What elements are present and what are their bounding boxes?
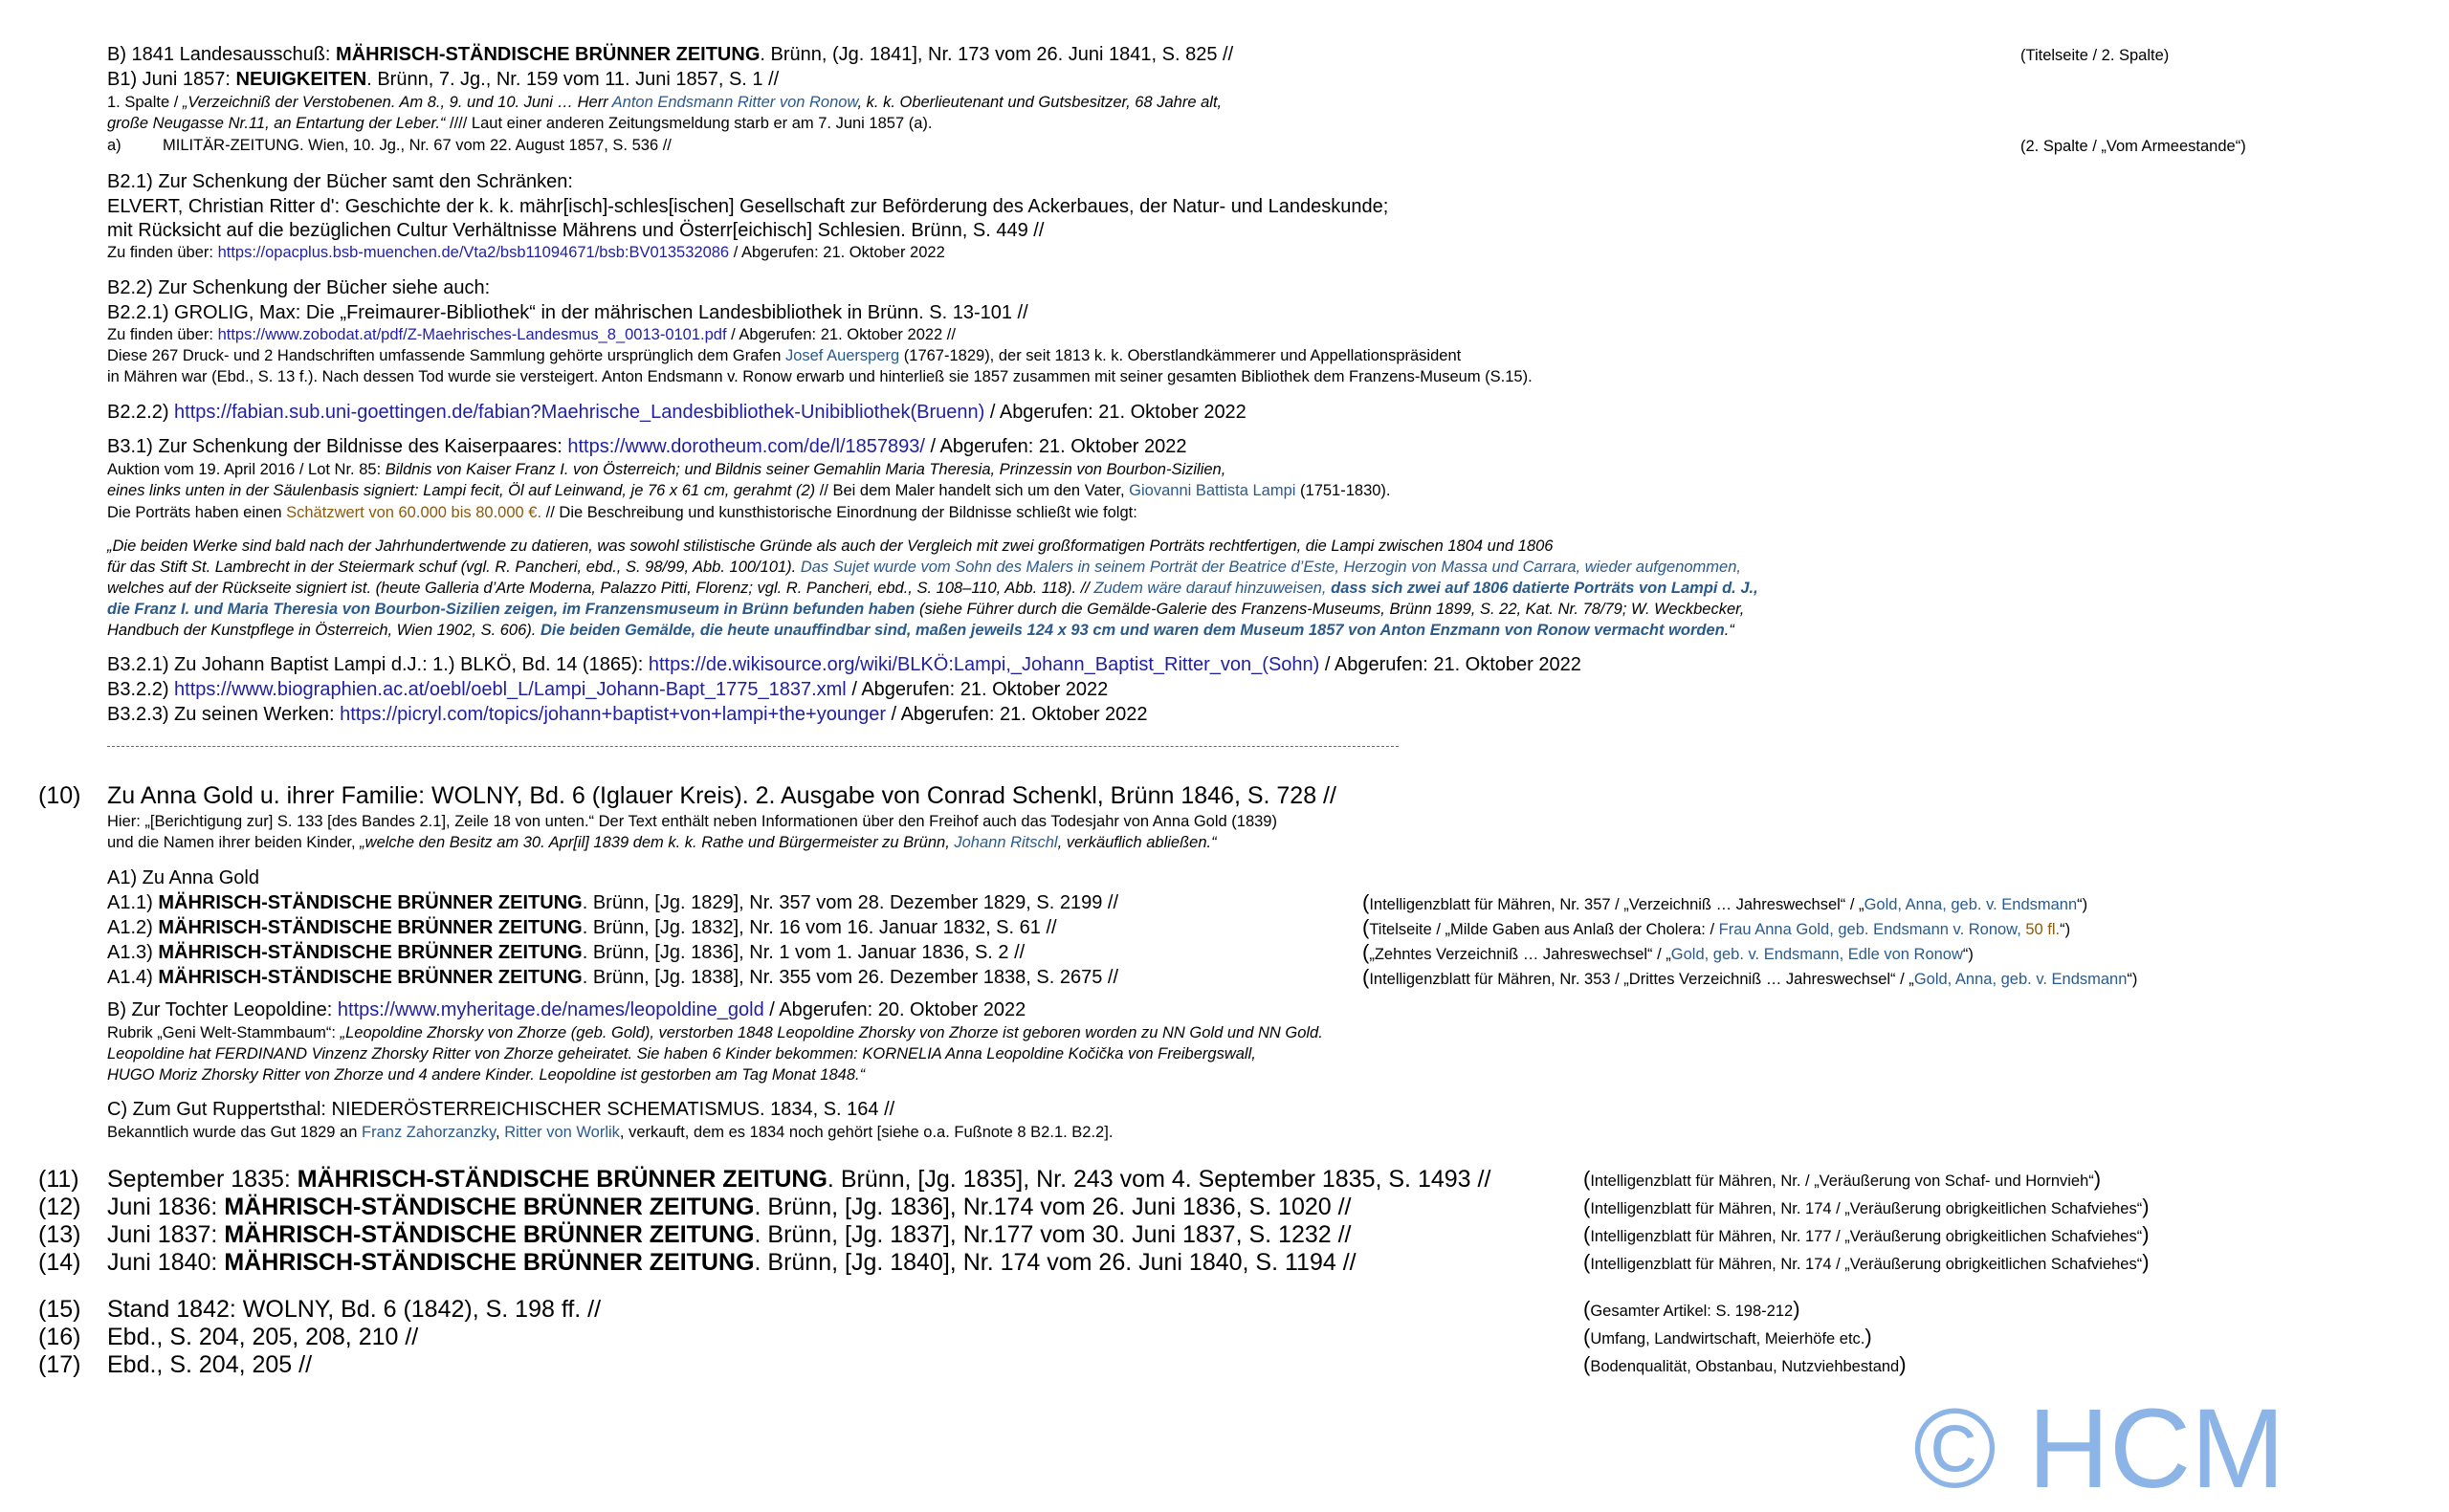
b1-detail-2: große Neugasse Nr.11, an Entartung der Leber.“ //// Laut einer anderen Zeitungsmeldung starb er am 7. Juni 1857 (a).: [107, 115, 933, 132]
fn10-c-title: C) Zum Gut Ruppertsthal: NIEDERÖSTERREICHISCHER SCHEMATISMUS. 1834, S. 164 //: [107, 1099, 895, 1120]
fn10-a1-title: A1) Zu Anna Gold: [107, 867, 259, 888]
section-divider: [107, 746, 1399, 747]
b21-link[interactable]: https://opacplus.bsb-muenchen.de/Vta2/bsb11094671/bsb:BV013532086: [217, 244, 730, 261]
footnote-note: (Intelligenzblatt für Mähren, Nr. 174 / „Veräußerung obrigkeitlichen Schafviehes“): [1583, 1194, 2150, 1218]
footnote-text: September 1835: MÄHRISCH-STÄNDISCHE BRÜNNER ZEITUNG. Brünn, [Jg. 1835], Nr. 243 vom 4. September 1835, S. 1493 //: [107, 1166, 1491, 1193]
footnote-text: Juni 1837: MÄHRISCH-STÄNDISCHE BRÜNNER ZEITUNG. Brünn, [Jg. 1837], Nr.177 vom 30. Juni 1837, S. 1232 //: [107, 1221, 1352, 1248]
b222-link[interactable]: https://fabian.sub.uni-goettingen.de/fabian?Maehrische_Landesbibliothek-Unibibliothek(Bruenn): [174, 402, 985, 423]
fn10-a-item: A1.4) MÄHRISCH-STÄNDISCHE BRÜNNER ZEITUNG. Brünn, [Jg. 1838], Nr. 355 vom 26. Dezember 1838, S. 2675 //: [107, 967, 1119, 988]
fn10-b-detail-2: Leopoldine hat FERDINAND Vinzenz Zhorsky Ritter von Zhorze geheiratet. Sie haben 6 Kinder bekommen: KORNELIA Anna Leopoldine Kočička von Freibergswall,: [107, 1045, 1256, 1063]
footnote-note: (Intelligenzblatt für Mähren, Nr. 177 / „Veräußerung obrigkeitlichen Schafviehes“): [1583, 1222, 2150, 1246]
b323-line: B3.2.3) Zu seinen Werken: https://picryl.com/topics/johann+baptist+von+lampi+the+younger / Abgerufen: 21. Oktober 2022: [107, 704, 1148, 725]
footnote-number: (13): [38, 1221, 81, 1248]
b31-quote-2: für das Stift St. Lambrecht in der Steiermark schuf (vgl. R. Pancheri, ebd., S. 98/99, Abb. 100/101). Das Sujet wurde vom Sohn des Malers in seinem Porträt der Beatrice d’Este, Herzogin von Massa und Carrara, wieder aufgenommen,: [107, 559, 1741, 576]
b21-title: B2.1) Zur Schenkung der Bücher samt den Schränken:: [107, 171, 573, 192]
footnote-note: (Bodenqualität, Obstanbau, Nutzviehbestand): [1583, 1352, 1907, 1376]
footnote-number: (14): [38, 1249, 81, 1276]
b321-line: B3.2.1) Zu Johann Baptist Lampi d.J.: 1.) BLKÖ, Bd. 14 (1865): https://de.wikisource.org/wiki/BLKÖ:Lampi,_Johann_Baptist_Ritter_von_(Sohn) / Abgerufen: 21. Oktober 2022: [107, 654, 1581, 675]
fn10-a-item: A1.3) MÄHRISCH-STÄNDISCHE BRÜNNER ZEITUNG. Brünn, [Jg. 1836], Nr. 1 vom 1. Januar 1836, S. 2 //: [107, 942, 1026, 963]
b31-quote-5: Handbuch der Kunstpflege in Österreich, Wien 1902, S. 606). Die beiden Gemälde, die heute unauffindbar sind, maßen jeweils 124 x 93 cm und waren dem Museum 1857 von Anton Enzmann von Ronow vermacht worden.“: [107, 622, 1734, 639]
b221-detail-1: Diese 267 Druck- und 2 Handschriften umfassende Sammlung gehörte ursprünglich dem Grafen Josef Auersperg (1767-1829), der seit 1813 k. k. Oberstlandkämmerer und Appellationspräsident: [107, 347, 1462, 364]
footnote-number: (11): [38, 1166, 79, 1193]
b321-link[interactable]: https://de.wikisource.org/wiki/BLKÖ:Lampi,_Johann_Baptist_Ritter_von_(Sohn): [648, 654, 1320, 675]
footnote-note: (Intelligenzblatt für Mähren, Nr. 174 / „Veräußerung obrigkeitlichen Schafviehes“): [1583, 1250, 2150, 1274]
fn10-b-link[interactable]: https://www.myheritage.de/names/leopoldine_gold: [337, 999, 764, 1020]
footnote-number: (15): [38, 1296, 81, 1323]
fn10-a-item: A1.2) MÄHRISCH-STÄNDISCHE BRÜNNER ZEITUNG. Brünn, [Jg. 1832], Nr. 16 vom 16. Januar 1832, S. 61 //: [107, 917, 1057, 938]
fn10-c-detail: Bekanntlich wurde das Gut 1829 an Franz Zahorzanzky, Ritter von Worlik, verkauft, dem es 1834 noch gehört [siehe o.a. Fußnote 8 B2.1. B2.2].: [107, 1124, 1114, 1141]
b1-footnote-a-text: MILITÄR-ZEITUNG. Wien, 10. Jg., Nr. 67 vom 22. August 1857, S. 536 //: [163, 137, 672, 154]
b21-line-2: mit Rücksicht auf die bezüglichen Cultur Verhältnisse Mährens und Österr[eichisch] Schlesien. Brünn, S. 449 //: [107, 220, 1045, 241]
fn10-b-detail-3: HUGO Moriz Zhorsky Ritter von Zhorze und 4 andere Kinder. Leopoldine ist gestorben am Tag Monat 1848.“: [107, 1066, 866, 1084]
b1-line: B1) Juni 1857: NEUIGKEITEN. Brünn, 7. Jg., Nr. 159 vom 11. Juni 1857, S. 1 //: [107, 69, 780, 90]
b-heading: B) 1841 Landesausschuß: MÄHRISCH-STÄNDISCHE BRÜNNER ZEITUNG. Brünn, (Jg. 1841], Nr. 173 vom 26. Juni 1841, S. 825 //: [107, 44, 1234, 65]
footnote-note: (Intelligenzblatt für Mähren, Nr. / „Veräußerung von Schaf- und Hornvieh“): [1583, 1167, 2102, 1191]
b221-source: Zu finden über: https://www.zobodat.at/pdf/Z-Maehrisches-Landesmus_8_0013-0101.pdf / Abgerufen: 21. Oktober 2022 //: [107, 326, 956, 343]
fn10-detail-2: und die Namen ihrer beiden Kinder, „welche den Besitz am 30. Apr[il] 1839 dem k. k. Rathe und Bürgermeister zu Brünn, Johann Ritschl, verkäuflich abließen.“: [107, 834, 1217, 851]
b31-quote-1: „Die beiden Werke sind bald nach der Jahrhundertwende zu datieren, was sowohl stilistische Gründe als auch der Vergleich mit zwei großformatigen Porträts rechtfertigen, die Lampi zwischen 1804 und 1806: [107, 537, 1554, 555]
b323-link[interactable]: https://picryl.com/topics/johann+baptist+von+lampi+the+younger: [340, 704, 886, 725]
b221-line: B2.2.1) GROLIG, Max: Die „Freimaurer-Bibliothek“ in der mährischen Landesbibliothek in Brünn. S. 13-101 //: [107, 302, 1028, 323]
b322-line: B3.2.2) https://www.biographien.ac.at/oebl/oebl_L/Lampi_Johann-Bapt_1775_1837.xml / Abgerufen: 21. Oktober 2022: [107, 679, 1109, 700]
fn10-a-note: (Titelseite / „Milde Gaben aus Anlaß der Cholera: / Frau Anna Gold, geb. Endsmann v. Ronow, 50 fl.“): [1362, 915, 2071, 939]
b1-detail-1: 1. Spalte / „Verzeichniß der Verstobenen. Am 8., 9. und 10. Juni … Herr Anton Endsmann Ritter von Ronow, k. k. Oberlieutenant und Gutsbesitzer, 68 Jahre alt,: [107, 94, 1223, 111]
b31-quote-4: die Franz I. und Maria Theresia von Bourbon-Sizilien zeigen, im Franzensmuseum in Brünn befunden haben (siehe Führer durch die Gemälde-Galerie des Franzens-Museums, Brünn 1899, S. 22, Kat. Nr. 78/79; W. Weckbecker,: [107, 601, 1745, 618]
footnote-10-title: Zu Anna Gold u. ihrer Familie: WOLNY, Bd. 6 (Iglauer Kreis). 2. Ausgabe von Conrad Schenkl, Brünn 1846, S. 728 //: [107, 782, 1336, 809]
footnote-text: Stand 1842: WOLNY, Bd. 6 (1842), S. 198 ff. //: [107, 1296, 602, 1323]
footnote-text: Juni 1836: MÄHRISCH-STÄNDISCHE BRÜNNER ZEITUNG. Brünn, [Jg. 1836], Nr.174 vom 26. Juni 1836, S. 1020 //: [107, 1194, 1352, 1220]
fn10-a-item: A1.1) MÄHRISCH-STÄNDISCHE BRÜNNER ZEITUNG. Brünn, [Jg. 1829], Nr. 357 vom 28. Dezember 1829, S. 2199 //: [107, 892, 1119, 913]
b31-title: B3.1) Zur Schenkung der Bildnisse des Kaiserpaares: https://www.dorotheum.com/de/l/1857893/ / Abgerufen: 21. Oktober 2022: [107, 436, 1187, 457]
b221-detail-2: in Mähren war (Ebd., S. 13 f.). Nach dessen Tod wurde sie versteigert. Anton Endsmann v. Ronow erwarb und hinterließ sie 1857 zusammen mit seiner gesamten Bibliothek dem Franzens-Museum (S.15).: [107, 368, 1533, 385]
fn10-a-note: (Intelligenzblatt für Mähren, Nr. 353 / „Drittes Verzeichniß … Jahreswechsel“ / „Gold, Anna, geb. v. Endsmann“): [1362, 965, 2138, 989]
b31-auction-2: eines links unten in der Säulenbasis signiert: Lampi fecit, Öl auf Leinwand, je 76 x 61 cm, gerahmt (2) // Bei dem Maler handelt sich um den Vater, Giovanni Battista Lampi (1751-1830).: [107, 482, 1391, 499]
b221-link[interactable]: https://www.zobodat.at/pdf/Z-Maehrisches-Landesmus_8_0013-0101.pdf: [217, 326, 727, 343]
b21-source: Zu finden über: https://opacplus.bsb-muenchen.de/Vta2/bsb11094671/bsb:BV013532086 / Abgerufen: 21. Oktober 2022: [107, 244, 945, 261]
footnote-note: (Gesamter Artikel: S. 198-212): [1583, 1297, 1800, 1321]
b31-auction-1: Auktion vom 19. April 2016 / Lot Nr. 85: Bildnis von Kaiser Franz I. von Österreich; und Bildnis seiner Gemahlin Maria Theresia, Prinzessin von Bourbon-Sizilien,: [107, 461, 1226, 478]
b21-line-1: ELVERT, Christian Ritter d': Geschichte der k. k. mähr[isch]-schles[ischen] Gesellschaft zur Beförderung des Ackerbaues, der Natur- und Landeskunde;: [107, 196, 1389, 217]
b-heading-note: (Titelseite / 2. Spalte): [2020, 47, 2170, 64]
b22-title: B2.2) Zur Schenkung der Bücher siehe auch:: [107, 277, 491, 298]
footnote-number: (12): [38, 1194, 81, 1220]
footnote-number: (16): [38, 1324, 81, 1350]
b222-line: B2.2.2) https://fabian.sub.uni-goettingen.de/fabian?Maehrische_Landesbibliothek-Unibibliothek(Bruenn) / Abgerufen: 21. Oktober 2022: [107, 402, 1247, 423]
fn10-a-note: (Intelligenzblatt für Mähren, Nr. 357 / „Verzeichniß … Jahreswechsel“ / „Gold, Anna, geb. v. Endsmann“): [1362, 890, 2088, 914]
fn10-detail-1: Hier: „[Berichtigung zur] S. 133 [des Bandes 2.1], Zeile 18 von unten.“ Der Text enthält neben Informationen über den Freihof auch das Todesjahr von Anna Gold (1839): [107, 813, 1277, 830]
b322-link[interactable]: https://www.biographien.ac.at/oebl/oebl_L/Lampi_Johann-Bapt_1775_1837.xml: [174, 679, 847, 700]
b31-link[interactable]: https://www.dorotheum.com/de/l/1857893/: [567, 436, 925, 457]
b31-quote-3: welches auf der Rückseite signiert ist. (heute Galleria d’Arte Moderna, Palazzo Pitti, Florenz; vgl. R. Pancheri, ebd., S. 108–110, Abb. 118). // Zudem wäre darauf hinzuweisen, dass sich zwei auf 1806 datierte Porträts von Lampi d. J.,: [107, 580, 1758, 597]
footnote-10-number: (10): [38, 782, 81, 809]
footnote-text: Ebd., S. 204, 205 //: [107, 1351, 313, 1378]
b1-footnote-a-note: (2. Spalte / „Vom Armeestande“): [2020, 138, 2246, 155]
footnote-text: Juni 1840: MÄHRISCH-STÄNDISCHE BRÜNNER ZEITUNG. Brünn, [Jg. 1840], Nr. 174 vom 26. Juni 1840, S. 1194 //: [107, 1249, 1357, 1276]
footnote-number: (17): [38, 1351, 81, 1378]
fn10-b-line: B) Zur Tochter Leopoldine: https://www.myheritage.de/names/leopoldine_gold / Abgerufen: 20. Oktober 2022: [107, 999, 1026, 1020]
fn10-a-note: („Zehntes Verzeichniß … Jahreswechsel“ / „Gold, geb. v. Endsmann, Edle von Ronow“): [1362, 940, 1974, 964]
fn10-b-detail-1: Rubrik „Geni Welt-Stammbaum“: „Leopoldine Zhorsky von Zhorze (geb. Gold), verstorben 1848 Leopoldine Zhorsky von Zhorze ist geboren worden zu NN Gold und NN Gold.: [107, 1024, 1323, 1041]
footnote-note: (Umfang, Landwirtschaft, Meierhöfe etc.): [1583, 1325, 1872, 1348]
footnote-text: Ebd., S. 204, 205, 208, 210 //: [107, 1324, 419, 1350]
b1-footnote-a: a): [107, 137, 121, 154]
copyright-watermark: © HCM: [1913, 1386, 2285, 1512]
b31-auction-3: Die Porträts haben einen Schätzwert von 60.000 bis 80.000 €. // Die Beschreibung und kunsthistorische Einordnung der Bildnisse schließt wie folgt:: [107, 504, 1137, 521]
